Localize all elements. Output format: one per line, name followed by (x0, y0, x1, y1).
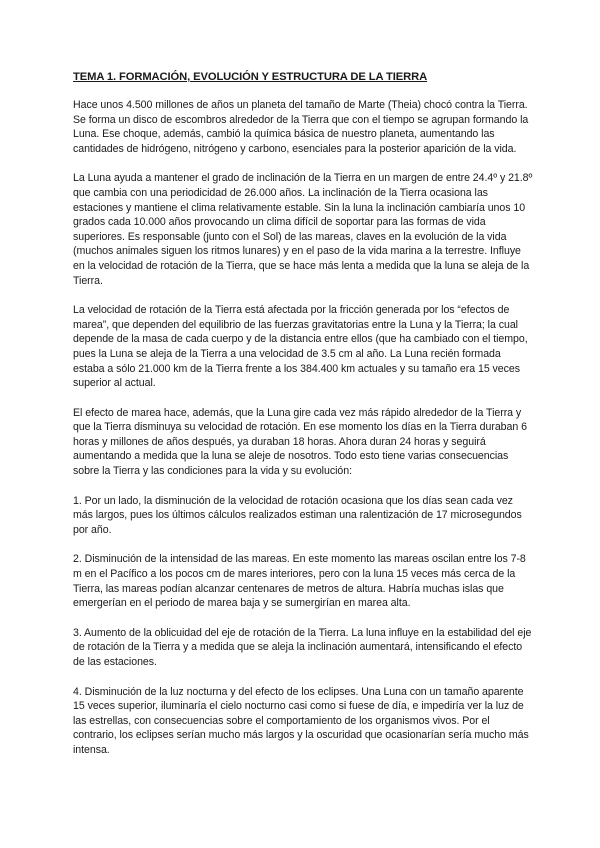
document-content (73, 70, 533, 773)
paragraph-tidal-effect: El efecto de marea hace, además, que la Luna gire cada vez más rápido alrededor de la Tierra y que la Tierra disminuya su velocidad de rotación. En ese momento los días en la Tierra duraban 6 horas y millones de años después, ya duraban 18 horas. Ahora duran 24 horas y seguirá aumentando a medida que la luna se aleje de nosotros. Todo esto tiene varias consecuencias sobre la Tierra y las condiciones para la vida y su evolución: (73, 406, 527, 478)
list-item-longer-days: 1. Por un lado, la disminución de la velocidad de rotación ocasiona que los días sean cada vez más largos, pues los últimos cálculos realizados estiman una ralentización de 17 microsegundos por año. (73, 494, 522, 536)
list-item-tide-intensity: 2. Disminución de la intensidad de las mareas. En este momento las mareas oscilan entre los 7-8 m en el Pacífico a los pocos cm de mares interiores, pero con la luna 15 veces más cerca de la Tierra, las mareas podían alcanzar centenares de metros de altura. Habría muchas islas que emergerían en el periodo de marea baja y se sumergirían en marea alta. (73, 553, 526, 610)
document-title: TEMA 1. FORMACIÓN, EVOLUCIÓN Y ESTRUCTURA DE LA TIERRA (73, 71, 428, 83)
paragraph-rotation-speed: La velocidad de rotación de la Tierra está afectada por la fricción generada por los “efectos de marea”, que dependen del equilibrio de las fuerzas gravitatorias entre la Luna y la Tierra; la cual depende de la masa de cada cuerpo y de la distancia entre ellos (que ha cambiado con el tiempo, pues la Luna se aleja de la Tierra a una velocidad de 3.5 cm al año. La Luna recién formada estaba a sólo 21.000 km de la Tierra frente a los 384.400 km actuales y su tamaño era 15 veces superior al actual. (73, 304, 528, 390)
paragraph-moon-inclination: La Luna ayuda a mantener el grado de inclinación de la Tierra en un margen de entre 24.4º y 21.8º que cambia con una periodicidad de 26.000 años. La inclinación de la Tierra ocasiona las estaciones y mantiene el clima relativamente estable. Sin la luna la inclinación cambiaría unos 10 grados cada 10.000 años provocando un clima difícil de soportar para las formas de vida superiores. Es responsable (junto con el Sol) de las mareas, claves en la evolución de la vida (muchos animales siguen los ritmos lunares) y en el paso de la vida marina a la terrestre. Influye en la velocidad de rotación de la Tierra, que se hace más lenta a medida que la luna se aleja de la Tierra. (73, 172, 533, 287)
paragraph-theia-impact: Hace unos 4.500 millones de años un planeta del tamaño de Marte (Theia) chocó contra la Tierra. Se forma un disco de escombros alrededor de la Tierra que con el tiempo se agrupan formando la Luna. Ese choque, además, cambió la química básica de nuestro planeta, aumentando las cantidades de hidrógeno, nitrógeno y carbono, esenciales para la posterior aparición de la vida. (73, 99, 529, 155)
list-item-axis-obliquity: 3. Aumento de la oblicuidad del eje de rotación de la Tierra. La luna influye en la estabilidad del eje de rotación de la Tierra y a medida que se aleja la inclinación aumentará, intensificando el efecto de las estaciones. (73, 626, 532, 668)
list-item-night-light-eclipses: 4. Disminución de la luz nocturna y del efecto de los eclipses. Una Luna con un tamaño aparente 15 veces superior, iluminaría el cielo nocturno casi como si fuese de día, e impediría ver la luz de las estrellas, con consecuencias sobre el comportamiento de los organismos vivos. Por el contrario, los eclipses serían mucho más largos y la oscuridad que ocasionarían sería mucho más intensa. (73, 685, 529, 756)
